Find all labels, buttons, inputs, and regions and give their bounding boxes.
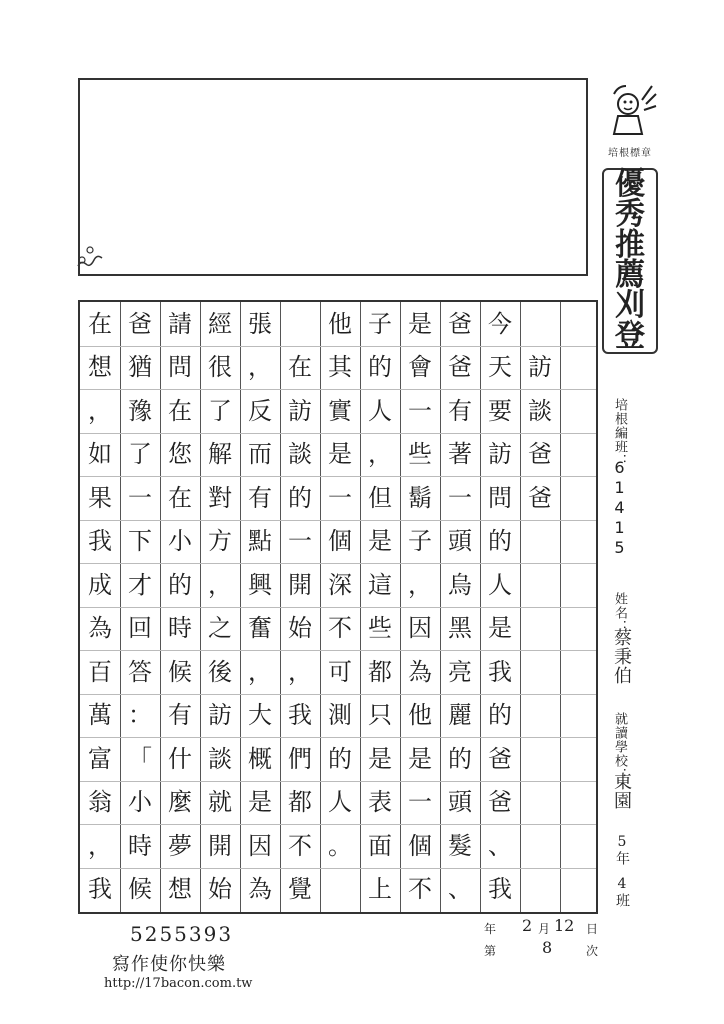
grid-cell [520,737,560,780]
grid-cell: 大 [248,701,272,729]
grid-cell: 有 [168,701,192,729]
grid-cell: 就 [208,788,232,816]
grid-cell: 因 [408,614,432,642]
grid-cell: 些 [408,440,432,468]
school-name: 東園 [611,772,632,810]
grid-cell [560,650,600,693]
seq-value: 8 [542,938,553,957]
grid-cell: 回 [128,614,152,642]
grid-cell: ， [208,570,232,599]
grid-cell [520,650,560,693]
grid-cell: 我 [488,657,512,686]
grid-cell [560,563,600,606]
date-sequence [478,918,604,962]
grid-cell: 天 [488,353,512,381]
grid-cell: 萬 [88,701,112,729]
grid-cell: 有 [448,396,472,425]
grid-cell: 夢 [168,831,192,860]
grid-cell: 的 [368,353,392,381]
grid-cell: 概 [248,744,272,773]
grid-cell: 爸 [528,440,552,468]
grid-cell [560,781,600,824]
grid-cell: 頭 [448,527,472,555]
grid-cell [520,781,560,824]
grid-cell: 爸 [528,483,552,512]
grid-cell: 翁 [88,788,112,816]
grid-cell: 才 [128,570,152,599]
grid-cell: 方 [208,527,232,555]
grid-cell: ， [88,396,112,425]
comment-doodle-icon [72,236,112,276]
grid-cell: 黑 [448,614,472,642]
grid-cell: 是 [488,614,512,642]
grid-cell: ， [408,570,432,599]
grid-cell: 人 [368,396,392,425]
grid-cell: 奮 [248,614,272,642]
student-name: 蔡秉伯 [611,628,632,685]
grid-cell: 麼 [168,788,192,816]
grid-cell [320,868,360,911]
grid-cell: 談 [528,396,552,425]
grid-cell [560,476,600,519]
grid-cell: 測 [328,701,352,729]
grid-cell [560,607,600,650]
grid-cell: 一 [408,788,432,816]
teacher-comment-box [78,78,588,276]
grid-cell: 。 [328,831,352,860]
grid-cell: 其 [328,353,352,381]
grid-cell: 是 [368,744,392,773]
grid-cell: 百 [88,657,112,686]
grid-cell: 請 [168,309,192,338]
grid-cell: 候 [168,657,192,686]
grid-cell: 、 [488,831,512,860]
year-label: 年 [484,922,497,936]
grid-cell: ： [128,701,152,729]
school-label: 就讀學校： [612,712,627,782]
grid-cell: 反 [248,396,272,425]
grid-cell: 我 [88,527,112,555]
grid-cell [560,346,600,389]
grid-cell: 一 [288,527,312,555]
grid-cell: 經 [208,309,232,338]
grid-cell [560,302,600,345]
grid-cell: 「 [128,744,152,773]
grid-cell: 今 [488,309,512,338]
grid-cell: 開 [208,831,232,860]
grid-cell: 爸 [488,744,512,773]
grid-cell [560,824,600,867]
grid-cell: 是 [328,440,352,468]
grid-cell: 問 [168,353,192,381]
grid-cell: 我 [288,701,312,729]
grid-cell: 他 [328,309,352,338]
grid-cell: 的 [328,744,352,773]
grid-cell: 想 [88,353,112,381]
grid-cell: 覺 [288,875,312,903]
grid-cell: 著 [448,440,472,468]
grid-cell: 一 [328,483,352,512]
grid-cell: 爸 [128,309,152,338]
grid-cell: 後 [208,657,232,686]
grid-cell: 猶 [128,353,152,381]
grid-cell [560,868,600,911]
slogan: 寫作使你快樂 [112,954,226,975]
grid-cell [560,520,600,563]
stamp-char: 刈 [615,288,645,324]
grid-cell: 如 [88,440,112,468]
stamp-char: 秀 [615,197,645,233]
day-value: 12 [554,916,575,935]
grid-cell: 麗 [448,701,472,729]
grid-cell: 會 [408,353,432,381]
month-value: 2 [522,916,533,935]
grid-cell: 開 [288,570,312,599]
grid-cell: 不 [408,875,432,903]
class-label: 培根編班： [612,398,627,468]
grid-cell: ， [288,657,312,686]
grid-cell: 個 [328,527,352,555]
grid-cell: 實 [328,396,352,425]
grid-cell: 在 [168,396,192,425]
grid-cell: 豫 [128,396,152,425]
grid-cell: 他 [408,701,432,729]
grid-cell: 問 [488,483,512,512]
grid-cell: 談 [208,744,232,773]
stamp-char: 推 [615,227,645,264]
grid-cell: 解 [208,440,232,468]
grid-cell: 亮 [448,657,472,686]
grid-cell: 談 [288,440,312,468]
grid-cell: 髮 [448,831,472,860]
grid-cell: 子 [368,309,392,338]
grid-cell: ， [248,353,272,381]
grid-cell: 之 [208,614,232,642]
grid-cell: 在 [288,353,312,381]
grid-cell: 果 [88,483,112,512]
grid-cell: 了 [128,440,152,468]
grid-cell: 小 [128,788,152,816]
site-url: http://17bacon.com.tw [104,976,253,991]
stamp-char: 優 [615,166,645,203]
grid-cell: ， [248,657,272,686]
grid-cell: 訪 [528,353,552,381]
stamp-char: 薦 [615,257,645,294]
grid-cell: 一 [128,483,152,512]
grid-cell: 始 [288,614,312,642]
grid-cell: 興 [248,570,272,599]
grid-cell: 要 [488,396,512,425]
grid-cell [520,563,560,606]
grid-cell: 些 [368,614,392,642]
grid-cell: 上 [368,875,392,903]
grid-cell [280,302,320,345]
grid-cell: 了 [208,396,232,425]
grid-cell [520,607,560,650]
grid-cell: 富 [88,744,112,773]
grid-cell [560,737,600,780]
recommendation-stamp [602,168,658,354]
grid-cell: 時 [168,614,192,642]
grid-cell: 有 [248,483,272,512]
grid-cell: 但 [368,483,392,512]
grid-cell: ， [368,440,392,468]
grid-cell: 成 [88,570,112,599]
grid-cell: 爸 [448,309,472,338]
bacon-mascot-logo-icon [600,80,660,144]
grid-cell: 是 [368,527,392,555]
grid-cell: 的 [448,744,472,773]
grid-cell: 而 [248,440,272,468]
grid-cell: 爸 [448,353,472,381]
grid-cell: 烏 [448,570,472,599]
grid-cell: 答 [128,657,152,686]
grid-cell: 子 [408,527,432,555]
grid-cell [520,824,560,867]
grid-cell: 的 [168,570,192,599]
grid-cell: 為 [248,875,272,903]
grid-cell: 一 [408,396,432,425]
grid-cell: 的 [488,701,512,729]
grid-cell [560,389,600,432]
grid-cell: 始 [208,875,232,903]
grid-cell: 人 [328,788,352,816]
name-label: 姓名： [612,592,627,634]
grid-cell: 頭 [448,788,472,816]
essay-grid [78,300,598,914]
grid-cell: 鬍 [408,483,432,512]
grid-cell: 一 [448,483,472,512]
brand-label: 培根標章 [608,148,652,159]
grid-cell: 候 [128,875,152,903]
grid-cell: 深 [328,570,352,599]
grid-cell: 爸 [488,788,512,816]
grid-cell: 是 [408,309,432,338]
grid-cell: ， [88,831,112,860]
grid-cell: 我 [88,875,112,903]
grid-cell: 訪 [288,396,312,425]
grid-cell: 個 [408,831,432,860]
grid-cell: 時 [128,831,152,860]
grid-cell: 對 [208,483,232,512]
grid-cell: 在 [168,483,192,512]
grid-cell: 下 [128,527,152,555]
grid-cell: 為 [88,614,112,642]
seq-suffix: 次 [586,944,599,958]
grid-cell: 因 [248,831,272,860]
grid-cell: 不 [328,614,352,642]
grid-cell [520,520,560,563]
grid-cell: 人 [488,570,512,599]
grade-value: 5年 [614,834,630,866]
grid-cell: 不 [288,831,312,860]
grid-cell [520,302,560,345]
grid-cell [560,433,600,476]
month-label: 月 [538,922,551,936]
grid-cell: 張 [248,309,272,338]
grid-cell: 、 [448,875,472,903]
grid-cell: 您 [168,440,192,468]
grid-cell: 都 [288,788,312,816]
grid-cell [560,694,600,737]
stamp-char: 登 [615,318,645,355]
grid-cell: 想 [168,875,192,903]
grid-cell [520,694,560,737]
grid-cell: 這 [368,570,392,599]
grid-cell: 只 [368,701,392,729]
grid-cell [520,868,560,911]
grid-cell: 訪 [208,701,232,729]
grid-cell: 都 [368,657,392,686]
class-number: 4班 [614,876,630,908]
grid-cell: 訪 [488,440,512,468]
grid-cell: 在 [88,309,112,338]
grid-cell: 面 [368,831,392,860]
grid-cell: 很 [208,353,232,381]
grid-cell: 的 [488,527,512,555]
seq-label: 第 [484,944,497,958]
class-value: 61415 [610,458,629,558]
grid-cell: 們 [288,744,312,773]
grid-cell: 的 [288,483,312,512]
barcode-number: 5255393 [130,922,234,946]
grid-cell: 什 [168,744,192,773]
grid-cell: 我 [488,875,512,903]
grid-cell: 是 [248,788,272,816]
grid-cell: 表 [368,788,392,816]
grid-cell: 為 [408,657,432,686]
grid-cell: 小 [168,527,192,555]
grid-cell: 點 [248,527,272,555]
day-label: 日 [586,922,599,936]
grid-cell: 是 [408,744,432,773]
grid-cell: 可 [328,657,352,686]
